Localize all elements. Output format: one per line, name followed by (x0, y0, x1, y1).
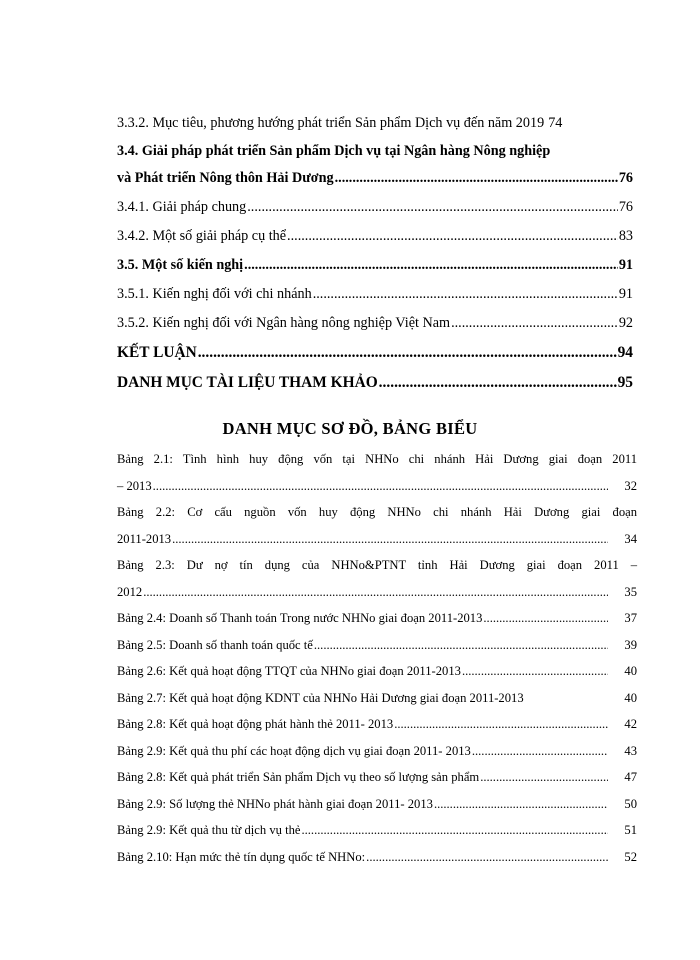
toc-entry-title: 3.5.1. Kiến nghị đối với chi nhánh (117, 286, 312, 302)
toc-entry-title: 3.3.2. Mục tiêu, phương hướng phát triển Sản phẩm Dịch vụ đến năm 2019 (117, 115, 545, 131)
toc-entry-page: 83 (618, 228, 633, 244)
table-entry[interactable] (117, 499, 637, 526)
toc-entry-title: 3.4. Giải pháp phát triển Sản phẩm Dịch vụ tại Ngân hàng Nông nghiệp (117, 143, 551, 159)
table-entry-continuation[interactable] (117, 473, 637, 500)
toc-entry-title: KẾT LUẬN (117, 344, 197, 361)
table-entry-title: Bảng 2.2: Cơ cấu nguồn vốn huy động NHNo chi nhánh Hải Dương giai đoạn (117, 505, 637, 519)
table-entry-title: Bảng 2.10: Hạn mức thẻ tín dụng quốc tế NHNo: (117, 849, 366, 864)
dot-leader (472, 738, 608, 765)
toc-entry[interactable] (117, 251, 633, 280)
toc-entry[interactable] (117, 109, 633, 138)
toc-entry-title: DANH MỤC TÀI LIỆU THAM KHẢO (117, 374, 378, 391)
toc-entry-title: 3.4.2. Một số giải pháp cụ thể (117, 228, 287, 244)
table-entry-page: 34 (624, 531, 637, 546)
toc-entry-page: 95 (617, 374, 633, 391)
toc-entry[interactable] (117, 309, 633, 338)
table-entry-page: 40 (624, 690, 637, 705)
toc-entry-page: 94 (617, 344, 633, 361)
table-entry[interactable] (117, 446, 637, 473)
toc-entry-title: và Phát triển Nông thôn Hải Dương (117, 170, 334, 186)
toc-entry-title: 3.4.1. Giải pháp chung (117, 199, 247, 215)
table-entry-title: Bảng 2.9: Kết quả thu từ dịch vụ thẻ (117, 823, 301, 837)
table-entry-page: 32 (624, 478, 637, 493)
dot-leader (394, 711, 608, 738)
dot-leader (483, 605, 608, 632)
table-entry-title: Bảng 2.9: Số lượng thẻ NHNo phát hành giai đoạn 2011- 2013 (117, 796, 433, 811)
dot-leader (143, 579, 608, 606)
toc-entry[interactable] (117, 164, 633, 193)
toc-entry-page: 91 (618, 286, 633, 302)
table-entry[interactable] (117, 764, 637, 791)
table-entry-page: 42 (624, 717, 637, 731)
dot-leader (247, 193, 618, 222)
table-entry[interactable] (117, 844, 637, 871)
dot-leader (451, 309, 618, 338)
table-of-contents (117, 109, 633, 398)
list-of-tables (117, 446, 637, 870)
toc-entry-page: 76 (618, 170, 633, 186)
table-entry-title: Bảng 2.8: Kết quả hoạt động phát hành thẻ 2011- 2013 (117, 717, 394, 731)
table-entry[interactable] (117, 791, 637, 818)
dot-leader (198, 338, 617, 368)
table-entry-page: 47 (624, 770, 637, 784)
table-entry-page: 52 (624, 849, 637, 864)
toc-entry-page: 74 (548, 115, 563, 131)
dot-leader (314, 632, 608, 659)
table-entry-title: Bảng 2.9: Kết quả thu phí các hoạt động dịch vụ giai đoạn 2011- 2013 (117, 743, 471, 758)
dot-leader (462, 658, 608, 685)
table-entry-title: 2012 (117, 584, 143, 599)
table-entry-title: Bảng 2.4: Doanh số Thanh toán Trong nước NHNo giai đoạn 2011-2013 (117, 611, 483, 625)
table-entry-title: 2011-2013 (117, 531, 172, 546)
toc-entry[interactable] (117, 338, 633, 368)
table-entry-continuation[interactable] (117, 526, 637, 553)
table-entry-title: Bảng 2.5: Doanh số thanh toán quốc tế (117, 637, 313, 652)
table-entry-title: Bảng 2.1: Tình hình huy động vốn tại NHNo chi nhánh Hải Dương giai đoạn 2011 (117, 452, 637, 466)
dot-leader (366, 844, 608, 871)
dot-leader (313, 280, 618, 309)
dot-leader (244, 251, 618, 280)
table-entry-title: Bảng 2.3: Dư nợ tín dụng của NHNo&PTNT tỉnh Hải Dương giai đoạn 2011 – (117, 558, 637, 572)
table-entry[interactable] (117, 685, 637, 712)
table-entry-continuation[interactable] (117, 579, 637, 606)
dot-leader (301, 817, 608, 844)
toc-entry[interactable] (117, 368, 633, 398)
table-entry[interactable] (117, 658, 637, 685)
table-entry-title: Bảng 2.8: Kết quả phát triển Sản phẩm Dịch vụ theo số lượng sản phẩm (117, 770, 480, 784)
table-entry[interactable] (117, 817, 637, 844)
table-entry-title: Bảng 2.7: Kết quả hoạt động KDNT của NHNo Hải Dương giai đoạn 2011-2013 (117, 690, 524, 705)
table-entry-page: 37 (624, 611, 637, 625)
dot-leader (172, 526, 608, 553)
table-entry[interactable] (117, 605, 637, 632)
table-entry-page: 40 (624, 664, 637, 678)
table-entry-page: 50 (624, 796, 637, 811)
table-entry[interactable] (117, 711, 637, 738)
dot-leader (153, 473, 608, 500)
table-entry-page: 39 (624, 637, 637, 652)
toc-entry-page: 76 (618, 199, 633, 215)
dot-leader (287, 222, 618, 251)
toc-entry-title: 3.5.2. Kiến nghị đối với Ngân hàng nông nghiệp Việt Nam (117, 315, 451, 331)
table-entry-page: 43 (624, 743, 637, 758)
table-entry[interactable] (117, 738, 637, 765)
table-entry[interactable] (117, 632, 637, 659)
table-entry-page: 51 (624, 823, 637, 837)
toc-entry-page: 92 (618, 315, 633, 331)
dot-leader (480, 764, 608, 791)
table-entry-title: – 2013 (117, 478, 152, 493)
table-entry-title: Bảng 2.6: Kết quả hoạt động TTQT của NHNo giai đoạn 2011-2013 (117, 664, 461, 678)
table-entry-page: 35 (624, 584, 637, 599)
toc-entry[interactable] (117, 280, 633, 309)
toc-entry-title: 3.5. Một số kiến nghị (117, 257, 244, 273)
table-entry[interactable] (117, 552, 637, 579)
toc-entry[interactable] (117, 222, 633, 251)
toc-entry[interactable] (117, 193, 633, 222)
section-heading: DANH MỤC SƠ ĐỒ, BẢNG BIỂU (222, 419, 478, 438)
dot-leader (335, 164, 618, 193)
dot-leader (434, 791, 608, 818)
dot-leader (379, 368, 617, 398)
toc-entry-page: 91 (618, 257, 633, 273)
toc-entry[interactable] (117, 138, 633, 164)
